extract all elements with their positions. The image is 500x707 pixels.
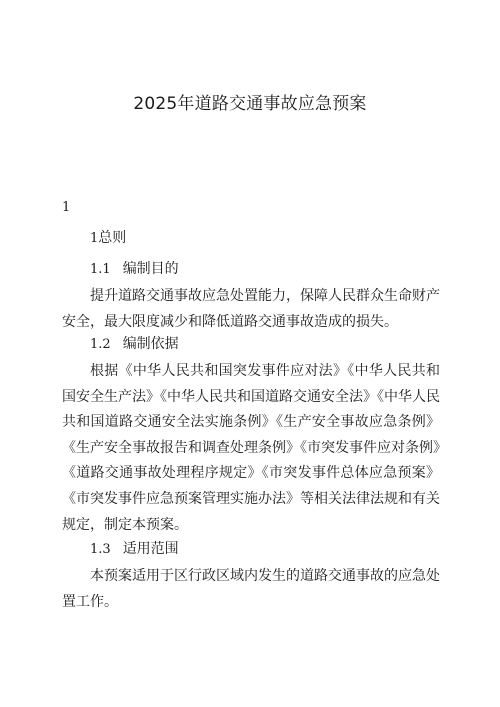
section-heading: [90, 259, 179, 280]
section-number: 1.1: [90, 262, 111, 277]
page-marker: 1: [62, 200, 71, 215]
section-body: 根据《中华人民共和国突发事件应对法》《中华人民共和国安全生产法》《中华人民共和国道路交通安全法》《中华人民共和国道路交通安全法实施条例》《生产安全事故应急条例》《生产安全事故报告和调查处理条例》《市突发事件应对条例》《道路交通事故处理程序规定》《市突发事件总体应急预案》《市突发事件应急预案管理实施办法》等相关法律法规和有关规定，制定本预案。: [62, 363, 440, 533]
section-body: 提升道路交通事故应急处置能力，保障人民群众生命财产安全，最大限度减少和降低道路交通事故造成的损失。: [62, 288, 440, 330]
chapter-number: 1: [90, 231, 99, 246]
section-number: 1.2: [90, 337, 111, 352]
section-heading: [90, 539, 179, 560]
document-title: 2025年道路交通事故应急预案: [133, 94, 367, 114]
chapter-heading: [90, 228, 126, 249]
section-title: 编制依据: [122, 336, 179, 352]
chapter-title: 总则: [98, 230, 127, 246]
section-heading: [90, 334, 179, 355]
section-number: 1.3: [90, 542, 111, 557]
section-title: 编制目的: [122, 261, 179, 277]
section-title: 适用范围: [122, 541, 179, 557]
section-body: 本预案适用于区行政区域内发生的道路交通事故的应急处置工作。: [62, 568, 440, 610]
